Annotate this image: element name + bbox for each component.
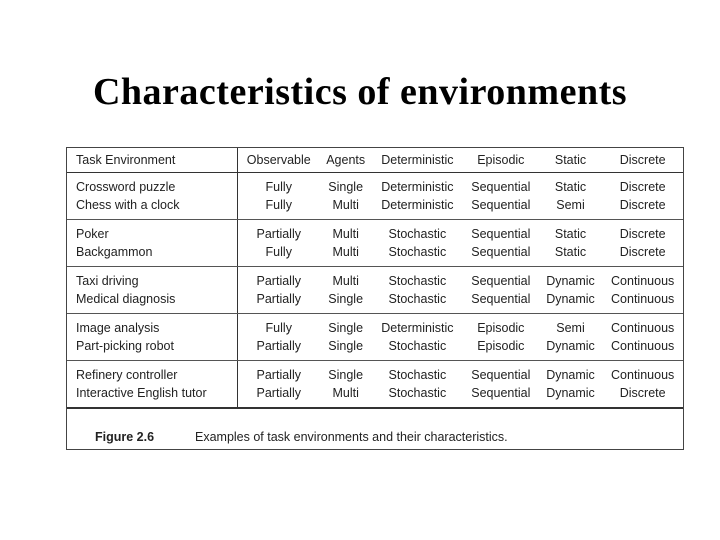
cell-static — [539, 314, 603, 361]
cell-value: Sequential — [471, 292, 531, 306]
cell-value: Stochastic — [388, 245, 447, 259]
cell-agents — [320, 220, 372, 267]
cell-value: Deterministic — [381, 180, 454, 194]
cell-value: Dynamic — [546, 274, 595, 288]
cell-value: Static — [554, 245, 587, 259]
figure-caption — [67, 424, 683, 450]
cell-value: Taxi driving — [76, 274, 139, 288]
cell-value: Dynamic — [546, 292, 595, 306]
cell-agents — [320, 361, 372, 409]
cell-static — [539, 267, 603, 314]
cell-value: Single — [328, 180, 364, 194]
figure-number: Figure 2.6 — [95, 430, 155, 444]
cell-value: Episodic — [477, 339, 525, 353]
cell-value: Dynamic — [546, 339, 595, 353]
cell-discrete — [602, 267, 683, 314]
table-row-group — [67, 314, 683, 361]
cell-observable — [238, 220, 320, 267]
cell-observable — [238, 361, 320, 409]
table-row-group — [67, 220, 683, 267]
cell-observable — [238, 267, 320, 314]
cell-discrete — [602, 361, 683, 409]
cell-value: Semi — [556, 321, 585, 335]
table-header-row — [67, 148, 683, 173]
cell-task-environment — [67, 220, 238, 267]
cell-static — [539, 220, 603, 267]
cell-value: Dynamic — [546, 386, 595, 400]
cell-value: Partially — [256, 386, 301, 400]
figure-box — [66, 147, 684, 450]
header-static: Static — [539, 148, 603, 173]
cell-value: Fully — [265, 245, 292, 259]
figure-caption-text: Examples of task environments and their characteristics. — [195, 430, 508, 444]
slide-title: Characteristics of environments — [92, 71, 628, 113]
cell-value: Stochastic — [388, 227, 447, 241]
cell-deterministic — [372, 220, 463, 267]
cell-deterministic — [372, 314, 463, 361]
cell-value: Fully — [265, 321, 292, 335]
cell-value: Deterministic — [381, 198, 454, 212]
cell-value: Multi — [332, 386, 359, 400]
cell-value: Multi — [332, 245, 359, 259]
cell-value: Static — [554, 180, 587, 194]
cell-value: Sequential — [471, 386, 531, 400]
cell-agents — [320, 173, 372, 220]
cell-value: Discrete — [619, 180, 666, 194]
cell-value: Stochastic — [388, 386, 447, 400]
cell-value: Partially — [256, 339, 301, 353]
cell-value: Stochastic — [388, 274, 447, 288]
cell-value: Stochastic — [388, 292, 447, 306]
cell-value: Partially — [256, 292, 301, 306]
cell-value: Dynamic — [546, 368, 595, 382]
cell-discrete — [602, 314, 683, 361]
cell-deterministic — [372, 267, 463, 314]
cell-deterministic — [372, 173, 463, 220]
cell-value: Fully — [265, 180, 292, 194]
cell-value: Refinery controller — [76, 368, 178, 382]
cell-value: Sequential — [471, 227, 531, 241]
environments-table — [67, 148, 683, 409]
cell-episodic — [463, 173, 539, 220]
cell-value: Chess with a clock — [76, 198, 180, 212]
cell-task-environment — [67, 173, 238, 220]
cell-episodic — [463, 314, 539, 361]
cell-episodic — [463, 361, 539, 409]
cell-episodic — [463, 220, 539, 267]
cell-value: Interactive English tutor — [76, 386, 207, 400]
cell-value: Stochastic — [388, 368, 447, 382]
cell-deterministic — [372, 361, 463, 409]
cell-value: Poker — [76, 227, 109, 241]
cell-value: Semi — [556, 198, 585, 212]
cell-value: Episodic — [477, 321, 525, 335]
header-agents: Agents — [320, 148, 372, 173]
header-task-environment: Task Environment — [67, 148, 238, 173]
cell-value: Single — [328, 321, 364, 335]
cell-value: Continuous — [611, 274, 675, 288]
cell-value: Deterministic — [381, 321, 454, 335]
cell-value: Stochastic — [388, 339, 447, 353]
cell-task-environment — [67, 314, 238, 361]
cell-value: Partially — [256, 368, 301, 382]
cell-static — [539, 173, 603, 220]
cell-discrete — [602, 173, 683, 220]
table-row-group — [67, 267, 683, 314]
cell-value: Part-picking robot — [76, 339, 174, 353]
cell-value: Sequential — [471, 368, 531, 382]
cell-value: Crossword puzzle — [76, 180, 176, 194]
header-episodic: Episodic — [463, 148, 539, 173]
cell-static — [539, 361, 603, 409]
cell-value: Discrete — [619, 386, 666, 400]
cell-value: Medical diagnosis — [76, 292, 176, 306]
cell-value: Continuous — [611, 292, 675, 306]
cell-value: Sequential — [471, 274, 531, 288]
cell-value: Single — [328, 339, 364, 353]
cell-value: Sequential — [471, 180, 531, 194]
cell-value: Backgammon — [76, 245, 153, 259]
cell-value: Static — [554, 227, 587, 241]
cell-value: Single — [328, 368, 364, 382]
table-row-group — [67, 173, 683, 220]
cell-discrete — [602, 220, 683, 267]
cell-value: Image analysis — [76, 321, 160, 335]
cell-value: Sequential — [471, 245, 531, 259]
cell-observable — [238, 173, 320, 220]
cell-value: Discrete — [619, 245, 666, 259]
header-discrete: Discrete — [602, 148, 683, 173]
cell-agents — [320, 267, 372, 314]
cell-value: Single — [328, 292, 364, 306]
header-deterministic: Deterministic — [372, 148, 463, 173]
cell-value: Multi — [332, 227, 359, 241]
cell-value: Discrete — [619, 227, 666, 241]
cell-task-environment — [67, 267, 238, 314]
cell-value: Discrete — [619, 198, 666, 212]
cell-value: Fully — [265, 198, 292, 212]
cell-task-environment — [67, 361, 238, 409]
cell-value: Partially — [256, 274, 301, 288]
cell-agents — [320, 314, 372, 361]
cell-value: Multi — [332, 198, 359, 212]
cell-episodic — [463, 267, 539, 314]
cell-value: Continuous — [611, 368, 675, 382]
cell-observable — [238, 314, 320, 361]
cell-value: Sequential — [471, 198, 531, 212]
table-row-group — [67, 361, 683, 409]
cell-value: Partially — [256, 227, 301, 241]
cell-value: Multi — [332, 274, 359, 288]
cell-value: Continuous — [611, 339, 675, 353]
cell-value: Continuous — [611, 321, 675, 335]
header-observable: Observable — [238, 148, 320, 173]
